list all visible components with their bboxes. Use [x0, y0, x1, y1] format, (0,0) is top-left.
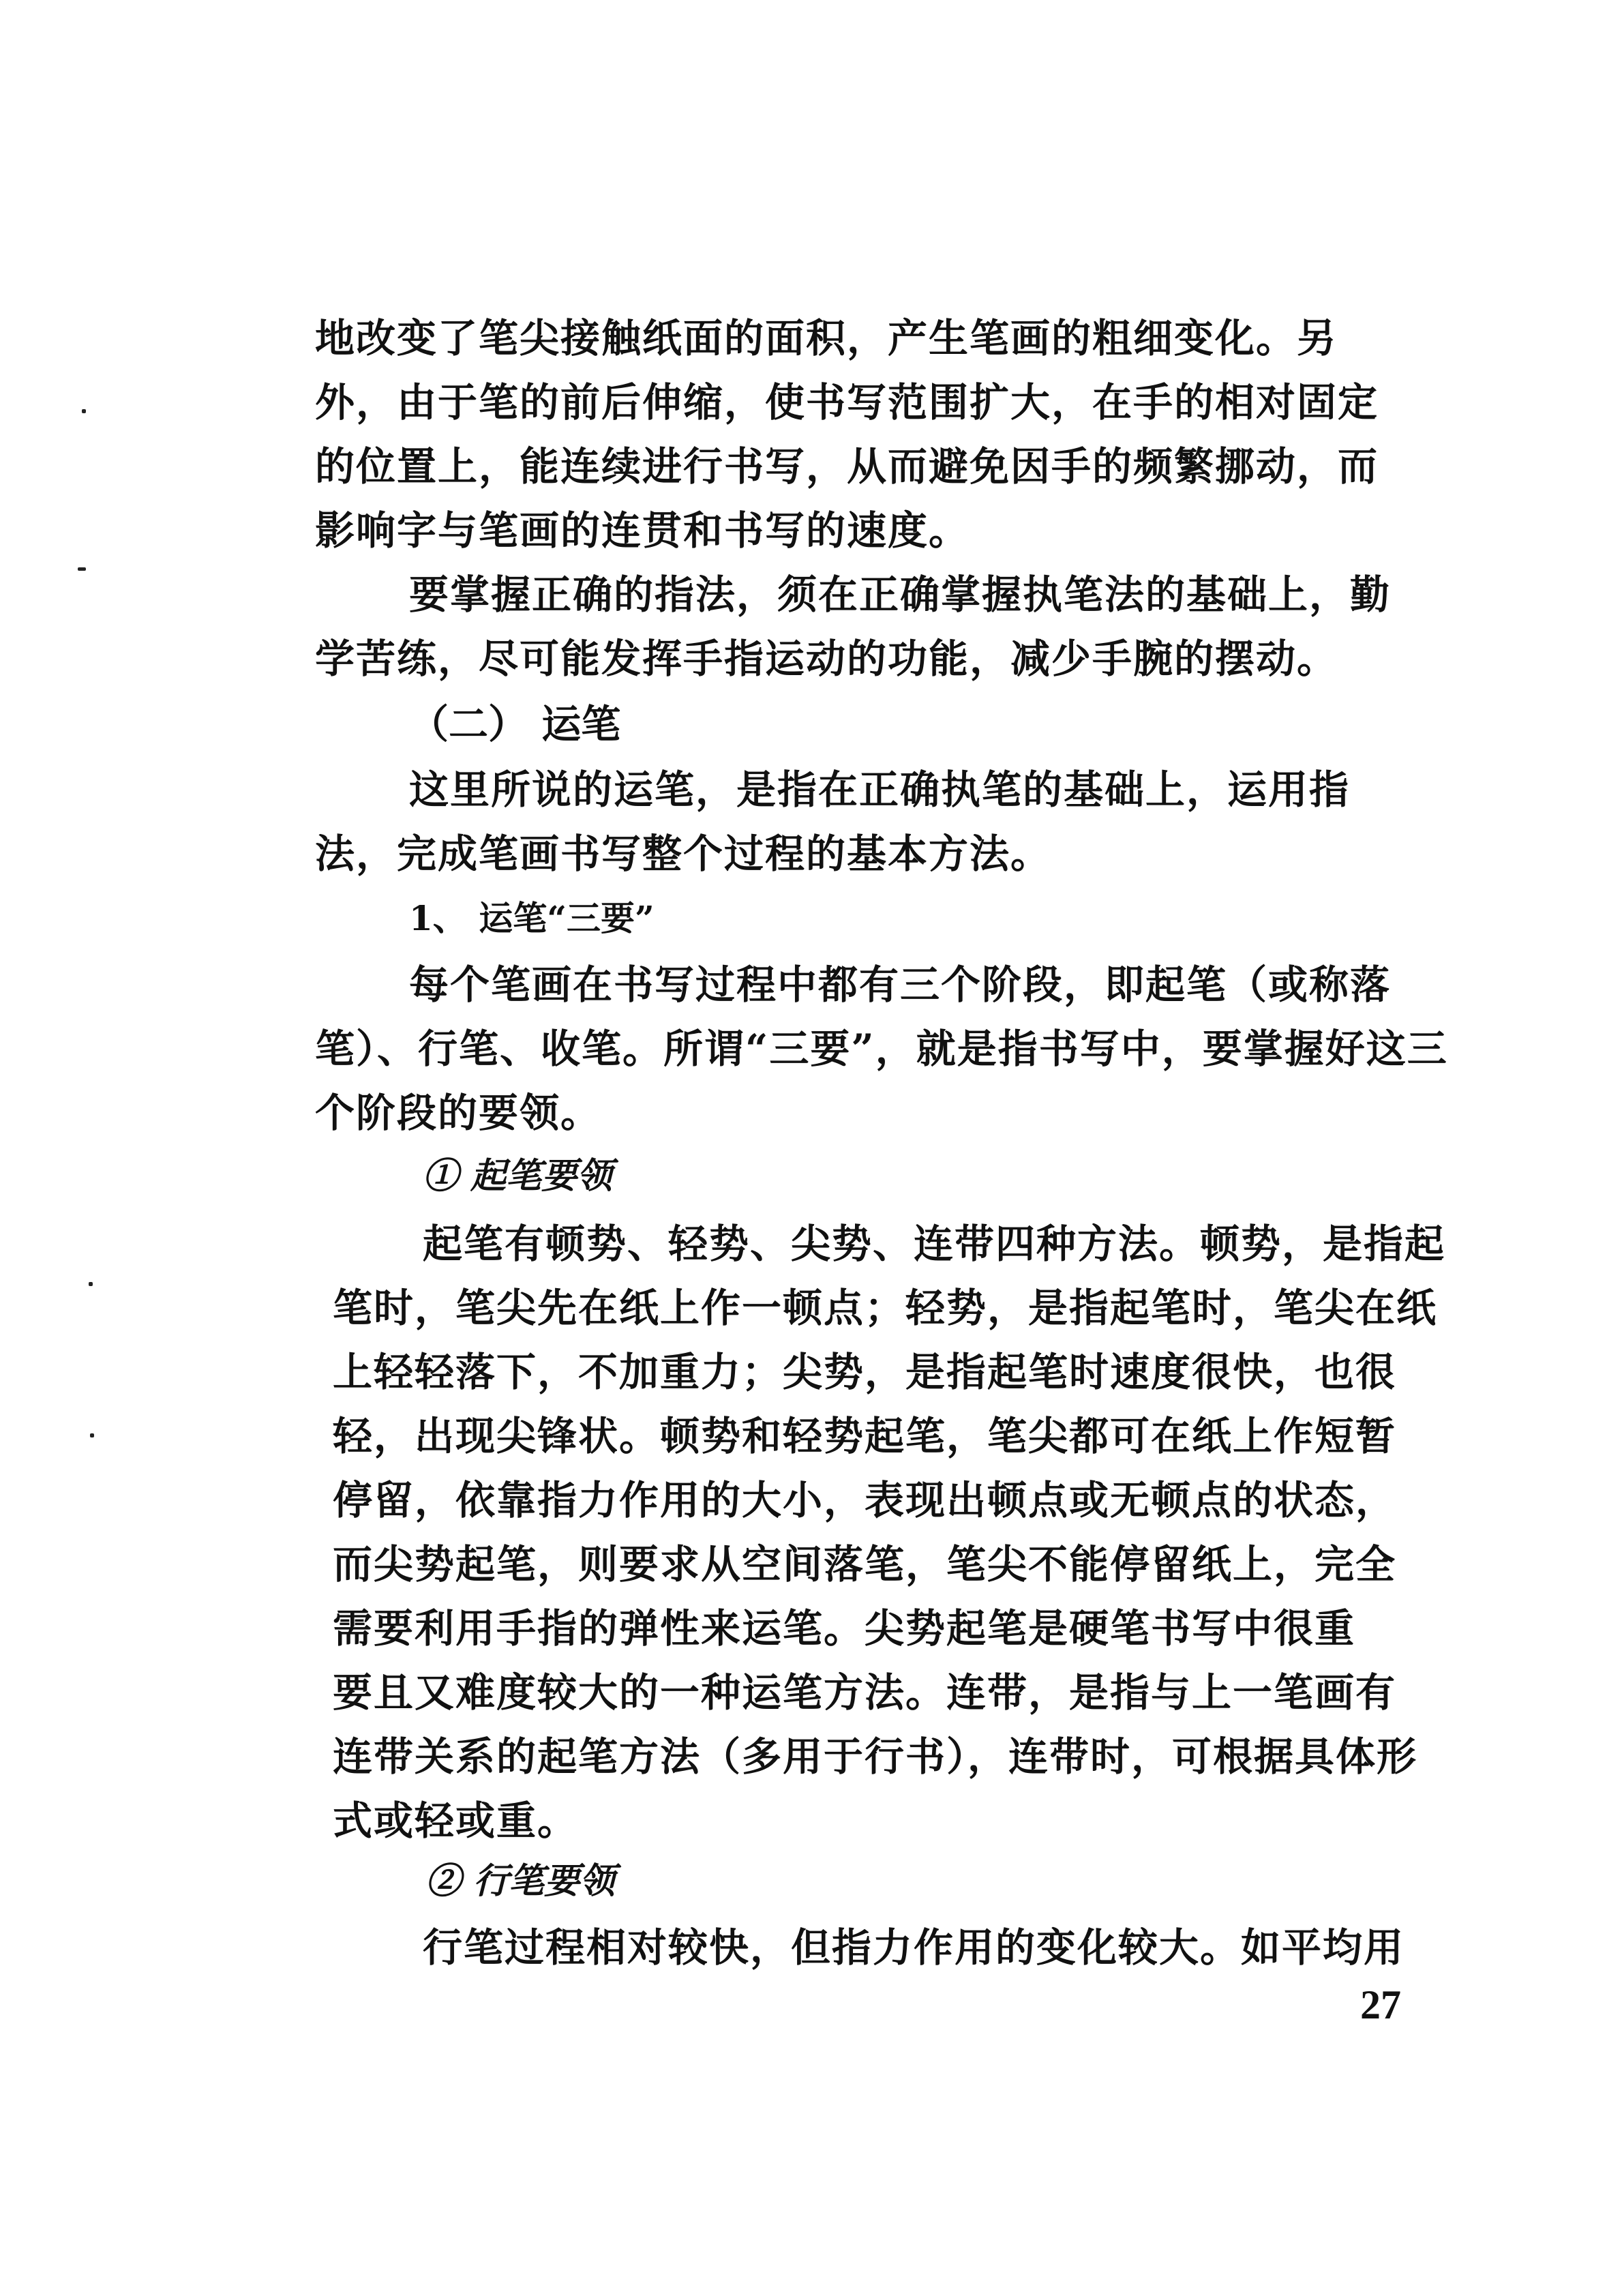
body-line: 停留，依靠指力作用的大小，表现出顿点或无顿点的状态， [333, 1477, 1397, 1523]
body-line: 而尖势起笔，则要求从空间落笔，笔尖不能停留纸上，完全 [333, 1541, 1397, 1587]
body-line: 每个笔画在书写过程中都有三个阶段，即起笔（或称落 [409, 961, 1392, 1008]
page-number: 27 [1360, 1982, 1401, 2027]
body-line: 笔时，笔尖先在纸上作一顿点；轻势，是指起笔时，笔尖在纸 [333, 1285, 1438, 1331]
point-heading: ② 行笔要领 [425, 1860, 616, 1902]
body-line: 需要利用手指的弹性来运笔。尖势起笔是硬笔书写中很重 [333, 1605, 1356, 1652]
body-line: 连带关系的起笔方法（多用于行书），连带时，可根据具体形 [333, 1733, 1418, 1780]
body-line: 外，由于笔的前后伸缩，使书写范围扩大，在手的相对固定 [315, 379, 1379, 426]
body-line: 这里所说的运笔，是指在正确执笔的基础上，运用指 [409, 766, 1351, 813]
point-heading: ① 起笔要领 [423, 1155, 613, 1197]
body-line: 法，完成笔画书写整个过程的基本方法。 [315, 831, 1052, 877]
body-line: 起笔有顿势、轻势、尖势、连带四种方法。顿势，是指起 [423, 1221, 1446, 1267]
body-line: 地改变了笔尖接触纸面的面积，产生笔画的粗细变化。另 [315, 315, 1338, 361]
body-line: 要掌握正确的指法，须在正确掌握执笔法的基础上，勤 [409, 571, 1392, 618]
scan-speck [90, 1433, 94, 1437]
body-line: 学苦练，尽可能发挥手指运动的功能，减少手腕的摆动。 [315, 636, 1338, 682]
subheading: 1、 运笔“三要” [409, 898, 655, 938]
body-line: 轻，出现尖锋状。顿势和轻势起笔，笔尖都可在纸上作短暂 [333, 1413, 1397, 1459]
body-line: 笔）、行笔、收笔。所谓“三要”，就是指书写中，要掌握好这三 [315, 1026, 1448, 1072]
section-heading: （二） 运笔 [409, 701, 621, 747]
scan-speck [89, 1282, 93, 1286]
body-line: 的位置上，能连续进行书写，从而避免因手的频繁挪动，而 [315, 443, 1379, 490]
body-line: 个阶段的要领。 [315, 1090, 602, 1136]
scan-speck [82, 409, 86, 413]
body-line: 式或轻或重。 [333, 1798, 579, 1844]
body-line: 上轻轻落下，不加重力；尖势，是指起笔时速度很快，也很 [333, 1349, 1397, 1395]
body-line: 要且又难度较大的一种运笔方法。连带，是指与上一笔画有 [333, 1669, 1397, 1716]
body-line: 影响字与笔画的连贯和书写的速度。 [315, 507, 970, 554]
scan-speck [78, 567, 86, 571]
body-line: 行笔过程相对较快，但指力作用的变化较大。如平均用 [423, 1924, 1405, 1971]
